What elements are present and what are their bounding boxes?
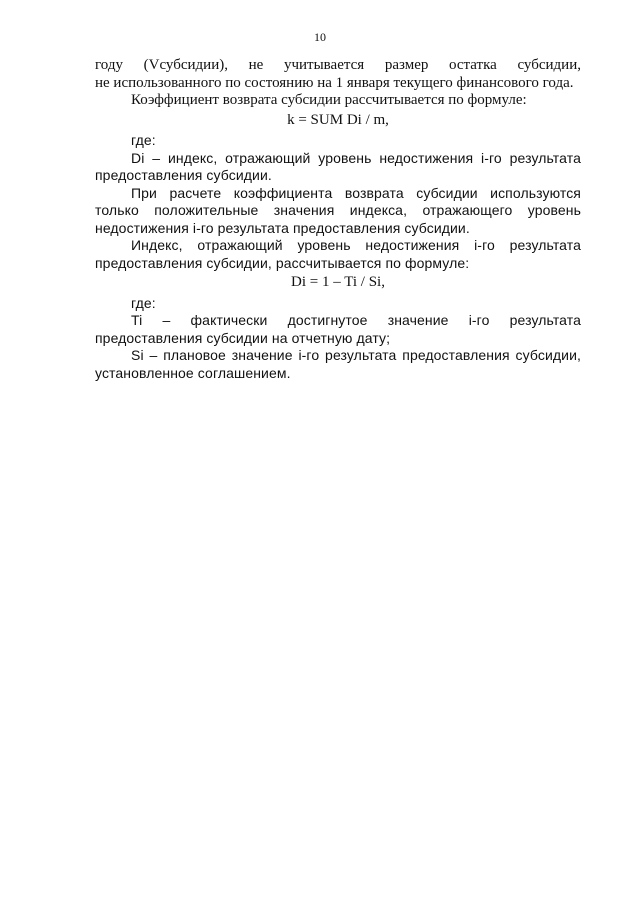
document-body — [95, 57, 581, 382]
page-number: 10 — [314, 30, 326, 44]
formula-coefficient: k = SUM Di / m, — [287, 111, 389, 128]
paragraph-ti-definition: Ti – фактически достигнутое значение i-го результата предоставления субсидии на отчетную дату; — [95, 312, 581, 346]
paragraph-positive-values: При расчете коэффициента возврата субсидии используются только положительные значения индекса, отражающего уровень недостижения i-го результата предоставления субсидии. — [95, 184, 581, 236]
where-label-1: где: — [131, 132, 156, 148]
where-label-2: где: — [131, 294, 156, 311]
paragraph-index-formula-intro: Индекс, отражающий уровень недостижения i-го результата предоставления субсидии, рассчитывается по формуле: — [95, 237, 581, 271]
paragraph-di-definition: Di – индекс, отражающий уровень недостижения i-го результата предоставления субсидии. — [95, 149, 581, 183]
formula-index: Di = 1 – Ti / Si, — [291, 274, 385, 290]
paragraph-1-line-2: не использованного по состоянию на 1 января текущего финансового года. — [95, 74, 574, 91]
paragraph-2: Коэффициент возврата субсидии рассчитывается по формуле: — [131, 92, 527, 108]
paragraph-1-line-1: году (Vсубсидии), не учитывается размер остатка субсидии, — [95, 57, 581, 73]
paragraph-si-definition: Si – плановое значение i-го результата предоставления субсидии, установленное соглашением. — [95, 347, 581, 381]
